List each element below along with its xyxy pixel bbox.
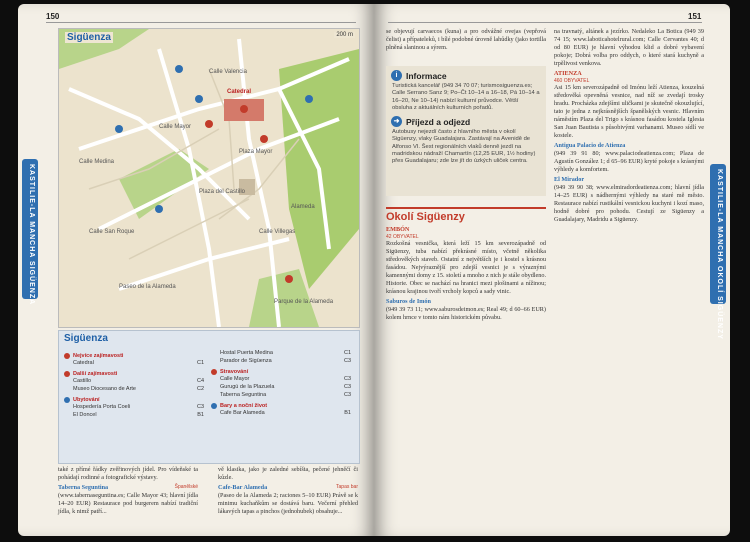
legend-item bbox=[64, 385, 204, 393]
legend-item-ref: C3 bbox=[343, 376, 351, 382]
paragraph: (949 39 91 80; www.palaciodeatienza.com; Plaza de Agustín González 1; d 65–96 EUR) kryté pokoje s krásnými výhledy a komfortem. bbox=[554, 150, 704, 173]
page-number: 151 bbox=[688, 12, 702, 21]
legend-item-ref: C1 bbox=[343, 350, 351, 356]
legend-item-ref: C1 bbox=[196, 360, 204, 366]
street-label: Calle Medina bbox=[79, 159, 115, 165]
paragraph: Rozkošná vesnička, která leží 15 km severozápadně od Sigüenzy, tuba nabízí překrásné místo, včetně několika středověkých staveb. Ostatní z největších je i kostel s krásnou fasádou. Nejvýraznější pro zdejší vesnici je s výraznými kamennými domy z 15. století a mnoho z nich je stále obydleno. Historie. Obec se nachází na hranici mezi plošinami a nížinou; krásnou krajinou tvoří vrcholy kopců a sady vinic. bbox=[386, 240, 546, 295]
paragraph: Asi 15 km severozápadně od Imónu leží Atienza, kouzelná středověká opevněná vesnice, nad níž se zvedají trosky hradu. Procházka zdejšími uličkami je skutečně okouzlující, tato je jedna z nejkrásnějších španělských vesnic. Hlavním náměstím Plaza del Trigo s krásnou fasádou kostela Iglesia San Juan Bautista s působivými varhanami. Museo sídlí ve kostele. bbox=[554, 84, 704, 139]
info-body: Turistická kancelář (949 34 70 07; turismosiguenza.es; Calle Serrano Sanz 9; Po–Čt 10–14 a 16–18, Pá 10–14 a 16–20, Ne 10–14) nabízí kulturní průvodce. Větší obsluha z aktuálních kulturních pořadů. bbox=[392, 83, 540, 111]
poi-label: Plaza Mayor bbox=[239, 149, 273, 155]
legend-dot-icon bbox=[211, 369, 217, 375]
legend-item-ref: C3 bbox=[196, 404, 204, 410]
text-column bbox=[58, 466, 198, 518]
legend-column bbox=[211, 349, 351, 417]
place-meta: 460 OBYVATEL bbox=[554, 78, 590, 84]
chapter-side-label: KASTILIE-LA MANCHA SIGÜENZA bbox=[28, 164, 35, 306]
info-heading bbox=[391, 70, 541, 81]
open-book bbox=[18, 4, 730, 536]
legend-section-label: Bary a noční život bbox=[220, 403, 268, 409]
listing-meta: Tapas bar bbox=[336, 484, 358, 490]
legend-dot-icon bbox=[64, 397, 70, 403]
street-label: Calle San Roque bbox=[89, 229, 135, 235]
legend-item-name: Hostal Puerta Medina bbox=[220, 350, 273, 356]
paragraph: vě klasika, jako je zaledné sebíšta, pečené jehněčí či kůzle. bbox=[218, 466, 358, 481]
legend-item bbox=[211, 391, 351, 399]
legend-section-label: Nejvíce zajímavosti bbox=[73, 353, 124, 359]
paragraph: (Paseo de la Alameda 2; raciones 5–10 EUR) Právě se k minimu kuchaňkům se dostává baru. Večerní přehled lákavých tapas a pinchos (jednohubek) obsahuje... bbox=[218, 492, 358, 515]
place-meta: 42 OBYVATEL bbox=[386, 234, 419, 240]
text-column bbox=[386, 226, 546, 324]
header-rule bbox=[388, 22, 702, 23]
legend-item-name: Catedral bbox=[73, 360, 94, 366]
text-column bbox=[218, 466, 358, 518]
map-title: Sigüenza bbox=[67, 32, 111, 43]
legend-item-ref: B1 bbox=[197, 412, 204, 418]
paragraph: (949 39 90 38; www.elmiradordeatienza.com; hlavní jídla 14–25 EUR) s nádhernými výhledy na staré mě město. Restaurace nabízí rustikální vesnickou kuchyni i kozí maso, hodně dobré pro pohodu. Cestují ze Sigüenzy a Guadalajary, Madridu a Sigüenzy. bbox=[554, 184, 704, 223]
legend-item bbox=[211, 409, 351, 417]
text-column bbox=[386, 28, 546, 54]
paragraph: také z přímé řádky zvěřinových jídel. Pro vídeňské ta pohádají rodinné a fotografické výstavy. bbox=[58, 466, 198, 481]
legend-section-label: Ubytování bbox=[73, 397, 100, 403]
legend-item-name: Parador de Sigüenza bbox=[220, 358, 272, 364]
transport-body: Autobusy nejezdí často z hlavního města v okolí Sigüenzy, vlaky Guadalajara. Zastávají na Avenidě de Alfonso VI. Šest regionálních vlaků denně jezdí na madridskou nádraží Chamartín (12,25 EUR, 1½ hodiny) přes Guadalajaru; zde lze jít do úzkých uliček centra. bbox=[392, 129, 536, 165]
bus-icon: ➜ bbox=[391, 116, 402, 127]
street-label: Calle Mayor bbox=[159, 124, 192, 130]
legend-item-name: Hospedería Porta Coeli bbox=[73, 404, 131, 410]
legend-item-name: El Doncel bbox=[73, 412, 97, 418]
page-number: 150 bbox=[46, 12, 60, 21]
chapter-side-label: KASTILIE-LA MANCHA OKOLÍ SIGÜENZY bbox=[716, 169, 723, 340]
legend-item-ref: C3 bbox=[343, 384, 351, 390]
legend-item bbox=[64, 411, 204, 419]
region-title: Okolí Sigüenzy bbox=[386, 207, 546, 223]
legend-title: Sigüenza bbox=[64, 333, 108, 344]
legend-dot-icon bbox=[64, 353, 70, 359]
legend-item-ref: B1 bbox=[344, 410, 351, 416]
street-label: Paseo de la Alameda bbox=[119, 284, 176, 290]
legend-item-ref: C4 bbox=[196, 378, 204, 384]
legend-item bbox=[211, 383, 351, 391]
legend-item-ref: C3 bbox=[343, 358, 351, 364]
paragraph: (949 39 73 11; www.saburosdeimon.es; Real 49; d 60–66 EUR) kolem hrnce v tomto nám historickém půvabu. bbox=[386, 306, 546, 321]
paragraph: se objevují carvaecos (kuna) a pro odvážné ovejas (vepřová čelist) a přípateleků, i bílé podobné úrovně lahůdky (jako tortilla plněná slaninou a sýrem. bbox=[386, 28, 546, 51]
transport-heading bbox=[391, 116, 541, 127]
left-page bbox=[18, 4, 374, 536]
legend-dot-icon bbox=[64, 371, 70, 377]
poi-label: Parque de la Alameda bbox=[274, 299, 334, 305]
legend-section-label: Další zajímavosti bbox=[73, 371, 118, 377]
listing-heading: Antigua Palacio de Atienza bbox=[554, 142, 626, 149]
legend-item bbox=[211, 357, 351, 365]
legend-item-ref: C2 bbox=[196, 386, 204, 392]
map-legend bbox=[58, 330, 360, 464]
listing-heading: Cafe-Bar Alameda bbox=[218, 484, 268, 491]
text-column bbox=[554, 28, 704, 226]
legend-item-name: Gurugú de la Plazuela bbox=[220, 384, 275, 390]
legend-item bbox=[64, 359, 204, 367]
legend-column bbox=[64, 349, 204, 419]
legend-item-ref: C3 bbox=[343, 392, 351, 398]
legend-section-label: Stravování bbox=[220, 369, 249, 375]
info-title: Informace bbox=[406, 70, 447, 81]
legend-item-name: Taberna Seguntina bbox=[220, 392, 267, 398]
info-icon: i bbox=[391, 70, 402, 81]
place-heading: ATIENZA bbox=[554, 70, 582, 77]
legend-item-name: Museo Diocesano de Arte bbox=[73, 386, 136, 392]
right-page bbox=[374, 4, 730, 536]
paragraph: na travnatý, altánek a jezírko. Nedaleko La Botica (949 39 74 15; www.laboticahotelrural.com; Calle Cervantes 40; d od 80 EUR) je hlavní výhodou klid a dobré vybavení pokoje; Dobrá volba pro oddych, o které stará kuchyně a trpělivost venkova. bbox=[554, 28, 704, 67]
listing-heading: Taberna Seguntina bbox=[58, 484, 109, 491]
legend-dot-icon bbox=[211, 403, 217, 409]
transport-title: Příjezd a odjezd bbox=[406, 116, 471, 127]
town-map bbox=[58, 28, 360, 328]
street-label: Alameda bbox=[291, 204, 315, 210]
legend-item bbox=[64, 377, 204, 385]
paragraph: (www.tabernaseguntina.es; Calle Mayor 43; hlavní jídla 14–20 EUR) Restaurace pod burgerem nabízí tradiční jídla, k nimž patří... bbox=[58, 492, 198, 515]
legend-item-name: Castillo bbox=[73, 378, 92, 384]
legend-item bbox=[64, 403, 204, 411]
legend-item-name: Calle Mayor bbox=[220, 376, 250, 382]
listing-meta: Španělské bbox=[174, 484, 198, 490]
street-label: Plaza del Castillo bbox=[199, 189, 246, 195]
header-rule bbox=[46, 22, 356, 23]
info-box bbox=[386, 66, 546, 196]
listing-heading: Saburos de Imón bbox=[386, 298, 431, 305]
legend-item bbox=[211, 349, 351, 357]
legend-item bbox=[211, 375, 351, 383]
street-label: Calle Valencia bbox=[209, 69, 247, 75]
listing-heading: El Mirador bbox=[554, 176, 585, 183]
map-scale: 200 m bbox=[336, 32, 353, 38]
street-label: Calle Villegas bbox=[259, 229, 296, 235]
place-heading: EMBÓN bbox=[386, 226, 410, 233]
poi-label: Catedral bbox=[227, 89, 252, 95]
legend-item-name: Cafe Bar Alameda bbox=[220, 410, 265, 416]
